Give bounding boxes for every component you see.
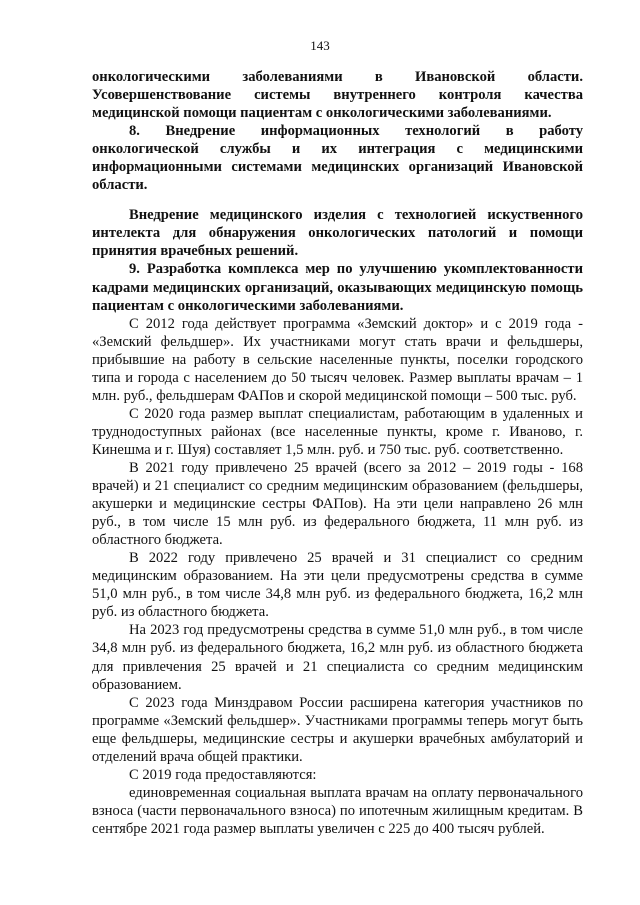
- paragraph: 8. Внедрение информационных технологий в работу онкологической службы и их интеграция с медицинскими информационными системами медицинских организаций Ивановской области.: [92, 123, 583, 194]
- paragraph: 9. Разработка комплекса мер по улучшению укомплектованности кадрами медицинских организаций, оказывающих медицинскую помощь пациентам с онкологическими заболеваниями.: [92, 261, 583, 314]
- paragraph: В 2021 году привлечено 25 врачей (всего за 2012 – 2019 годы - 168 врачей) и 21 специалист со средним медицинским образованием (фельдшеры, акушерки и медицинские сестры ФАПов). На эти цели направлено 26 млн руб., в том числе 15 млн руб. из федерального бюджета, 11 млн руб. из областного бюджета.: [92, 459, 583, 549]
- document-body: [92, 68, 583, 838]
- paragraph: В 2022 году привлечено 25 врачей и 31 специалист со средним медицинским образованием. На эти цели предусмотрены средства в сумме 51,0 млн руб., в том числе 34,8 млн руб. из федерального бюджета, 16,2 млн руб. из областного бюджета.: [92, 550, 583, 621]
- paragraph: С 2023 года Минздравом России расширена категория участников по программе «Земский фельдшер». Участниками программы теперь могут быть еще фельдшеры, медицинские сестры и акушерки врачебных амбулаторий и отделений врача общей практики.: [92, 694, 583, 765]
- paragraph: онкологическими заболеваниями в Ивановской области. Усовершенствование системы внутреннего контроля качества медицинской помощи пациентам с онкологическими заболеваниями.: [92, 69, 583, 122]
- paragraph: С 2019 года предоставляются:: [129, 766, 317, 783]
- paragraph: С 2020 года размер выплат специалистам, работающим в удаленных и труднодоступных районах (все населенные пункты, кроме г. Иваново, г. Кинешма и г. Шуя) составляет 1,5 млн. руб. и 750 тыс. руб. соответственно.: [92, 405, 583, 458]
- paragraph: На 2023 год предусмотрены средства в сумме 51,0 млн руб., в том числе 34,8 млн руб. из федерального бюджета, 16,2 млн руб. из областного бюджета для привлечения 25 врачей и 21 специалиста со средним медицинским образованием.: [92, 622, 583, 693]
- page-number: 143: [310, 38, 330, 53]
- paragraph: С 2012 года действует программа «Земский доктор» и с 2019 года - «Земский фельдшер». Их участниками могут стать врачи и фельдшеры, прибывшие на работу в сельские населенные пункты, поселки городского типа и города с населением до 50 тысяч человек. Размер выплаты врачам – 1 млн. руб., фельдшерам ФАПов и скорой медицинской помощи – 500 тыс. руб.: [92, 315, 583, 404]
- paragraph: единовременная социальная выплата врачам на оплату первоначального взноса (части первоначального взноса) по ипотечным жилищным кредитам. В сентябре 2021 года размер выплаты увеличен с 225 до 400 тысяч рублей.: [92, 784, 583, 837]
- paragraph: Внедрение медицинского изделия с технологией искуственного интелекта для обнаружения онкологических патологий и помощи принятия врачебных решений.: [92, 207, 583, 260]
